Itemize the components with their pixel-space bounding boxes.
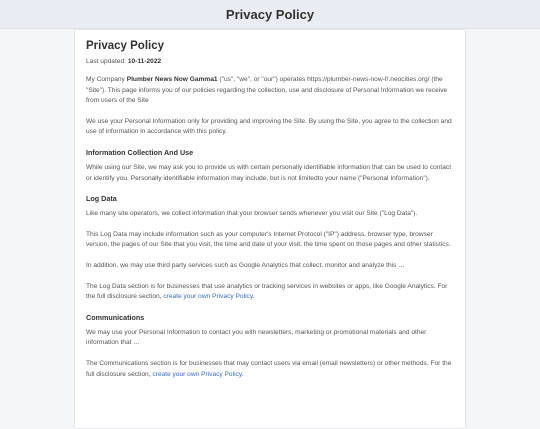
communications-heading: Communications bbox=[86, 312, 145, 322]
communications-p2-text: The Communications section is for businesses that may contact users via email (email newsletters) or other methods. For the full disclosure section, bbox=[86, 359, 452, 378]
logdata-paragraph-4 bbox=[86, 282, 454, 303]
collection-paragraph: While using our Site, we may ask you to provide us with certain personally identifiable information that can be used to contact or identify you. Personally identifiable information may include, but is not limitedto your name ("Personal Information"). bbox=[86, 163, 452, 182]
create-privacy-policy-link-2[interactable]: create your own Privacy Policy bbox=[152, 370, 242, 378]
intro-paragraph bbox=[86, 75, 454, 107]
header-bar bbox=[0, 0, 540, 29]
last-updated-label: Last updated: bbox=[86, 58, 126, 65]
intro-prefix: My Company bbox=[86, 76, 127, 83]
communications-paragraph-2 bbox=[86, 359, 454, 380]
use-paragraph: We use your Personal Information only for providing and improving the Site. By using the Site, you agree to the collection and use of information in accordance with this policy. bbox=[86, 117, 452, 136]
last-updated bbox=[86, 58, 454, 65]
logdata-p4-text: The Log Data section is for businesses that use analytics or tracking services in websites or apps, like Google Analytics. For the full disclosure section, bbox=[86, 282, 448, 301]
logdata-paragraph-2: This Log Data may include information such as your computer's Internet Protocol ("IP") address, browser type, browser version, the pages of our Site that you visit, the time and date of your visit, the time spent on those pages and other statistics. bbox=[86, 230, 451, 249]
communications-paragraph-1: We may use your Personal Information to contact you with newsletters, marketing or promotional materials and other information that … bbox=[86, 328, 427, 347]
policy-title: Privacy Policy bbox=[86, 40, 164, 52]
logdata-paragraph-3: In addition, we may use third party services such as Google Analytics that collect, monitor and analyze this … bbox=[86, 261, 405, 269]
policy-card bbox=[74, 29, 466, 429]
logdata-heading: Log Data bbox=[86, 194, 117, 204]
page-header-title: Privacy Policy bbox=[225, 6, 315, 22]
communications-p2-end: . bbox=[241, 370, 244, 378]
intro-suffix: ("us", "we", or "our") operates https://plumber-news-now-f/.neocities.org/ (the "Site"). This page informs you of our policies regarding the collection, use and disclosure of Personal Information we receive from users of the Site bbox=[86, 76, 448, 105]
logdata-paragraph-1: Like many site operators, we collect information that your browser sends whenever you visit our Site ("Log Data"). bbox=[86, 210, 418, 218]
logdata-p4-end: . bbox=[252, 293, 255, 301]
last-updated-date: 10-11-2022 bbox=[127, 58, 162, 65]
create-privacy-policy-link[interactable]: create your own Privacy Policy bbox=[163, 293, 253, 301]
collection-heading: Information Collection And Use bbox=[86, 147, 194, 157]
company-name: Plumber News Now Gamma1 bbox=[126, 76, 218, 83]
